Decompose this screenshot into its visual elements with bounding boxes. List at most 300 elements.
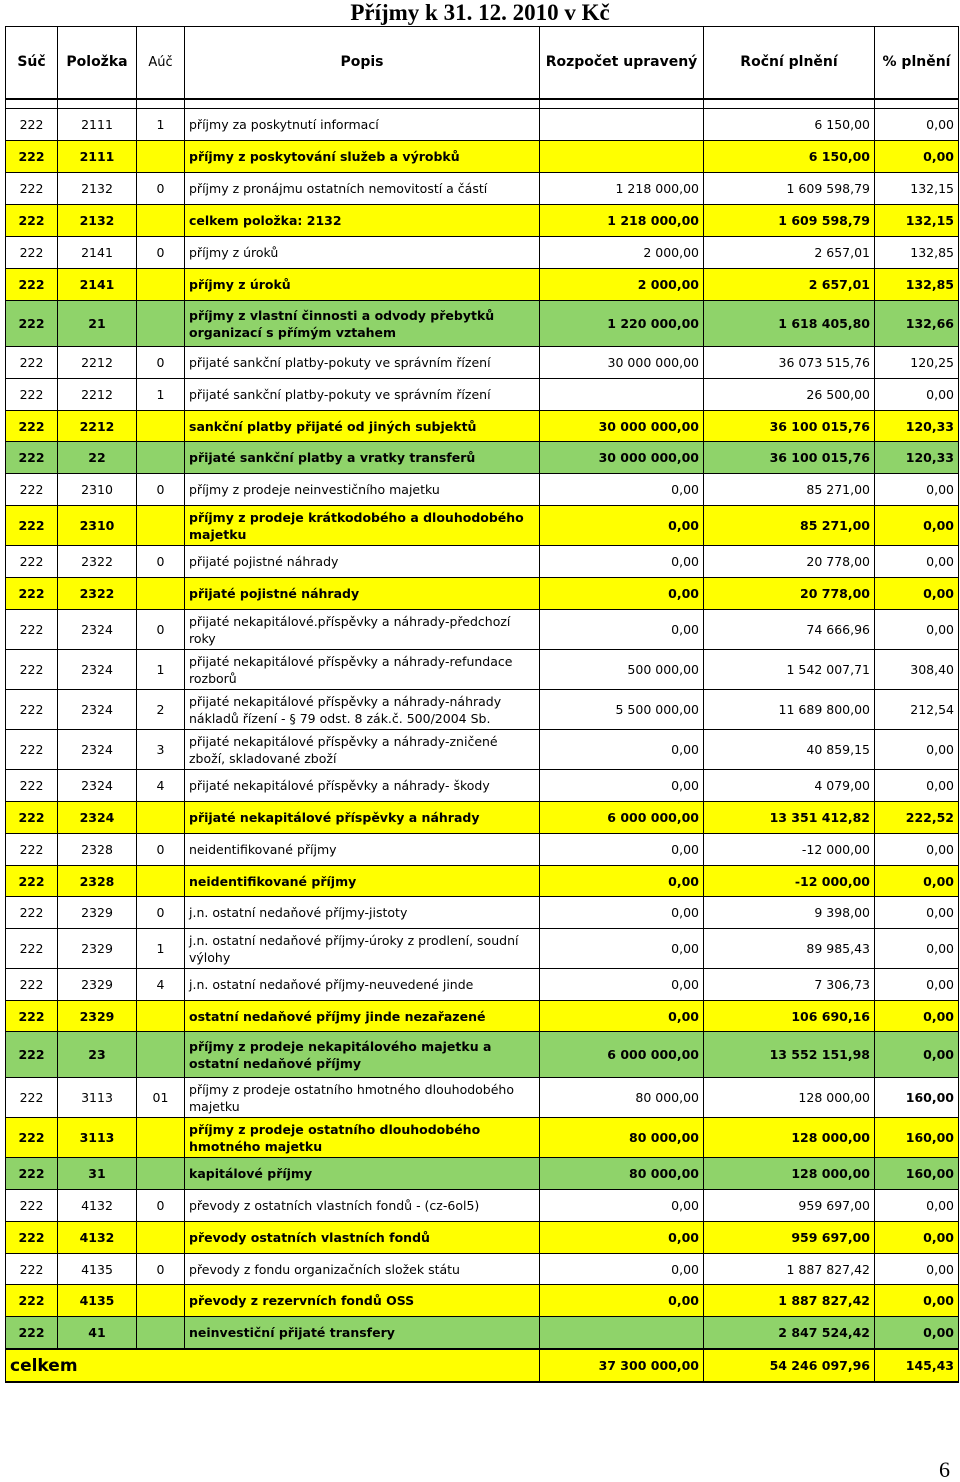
cell-polozka: 2310 bbox=[58, 474, 137, 506]
table-row bbox=[6, 897, 959, 929]
cell-auc bbox=[137, 205, 185, 237]
cell-rozpocet: 80 000,00 bbox=[540, 1118, 704, 1158]
cell-rozpocet: 0,00 bbox=[540, 1222, 704, 1254]
cell-plneni: 26 500,00 bbox=[704, 379, 875, 411]
cell-rozpocet bbox=[540, 1317, 704, 1350]
cell-rozpocet: 0,00 bbox=[540, 578, 704, 610]
cell-plneni: 9 398,00 bbox=[704, 897, 875, 929]
cell-suc: 222 bbox=[6, 141, 58, 173]
cell-popis: j.n. ostatní nedaňové příjmy-úroky z prodlení, soudní výlohy bbox=[185, 929, 540, 969]
cell-suc: 222 bbox=[6, 650, 58, 690]
cell-plneni: 1 887 827,42 bbox=[704, 1254, 875, 1285]
table-row bbox=[6, 1222, 959, 1254]
cell-auc: 4 bbox=[137, 969, 185, 1001]
cell-pct: 222,52 bbox=[875, 802, 959, 834]
cell-auc bbox=[137, 442, 185, 474]
cell-suc: 222 bbox=[6, 411, 58, 442]
cell-rozpocet bbox=[540, 109, 704, 141]
cell-auc: 01 bbox=[137, 1078, 185, 1118]
cell-polozka: 22 bbox=[58, 442, 137, 474]
cell-rozpocet: 1 218 000,00 bbox=[540, 173, 704, 205]
cell-polozka: 4135 bbox=[58, 1254, 137, 1285]
cell-polozka: 2329 bbox=[58, 1001, 137, 1032]
cell-rozpocet: 0,00 bbox=[540, 897, 704, 929]
cell-rozpocet: 2 000,00 bbox=[540, 237, 704, 269]
cell-pct: 0,00 bbox=[875, 546, 959, 578]
cell-popis: příjmy z pronájmu ostatních nemovitostí a částí bbox=[185, 173, 540, 205]
table-row bbox=[6, 442, 959, 474]
table-header bbox=[6, 27, 959, 100]
cell-pct: 120,33 bbox=[875, 411, 959, 442]
cell-suc: 222 bbox=[6, 1317, 58, 1350]
cell-rozpocet: 0,00 bbox=[540, 834, 704, 866]
table-row bbox=[6, 650, 959, 690]
cell-pct: 160,00 bbox=[875, 1118, 959, 1158]
table-row bbox=[6, 730, 959, 770]
cell-pct: 0,00 bbox=[875, 969, 959, 1001]
table-row bbox=[6, 969, 959, 1001]
cell-polozka: 2324 bbox=[58, 730, 137, 770]
cell-polozka: 2324 bbox=[58, 802, 137, 834]
table-row bbox=[6, 109, 959, 141]
cell-pct: 132,66 bbox=[875, 301, 959, 347]
cell-plneni: 1 542 007,71 bbox=[704, 650, 875, 690]
table-row bbox=[6, 1254, 959, 1285]
cell-auc bbox=[137, 1032, 185, 1078]
cell-plneni: 959 697,00 bbox=[704, 1222, 875, 1254]
table-row bbox=[6, 237, 959, 269]
cell-polozka: 31 bbox=[58, 1158, 137, 1190]
cell-plneni: 36 073 515,76 bbox=[704, 347, 875, 379]
cell-plneni: 85 271,00 bbox=[704, 474, 875, 506]
cell-polozka: 3113 bbox=[58, 1118, 137, 1158]
cell-auc bbox=[137, 1001, 185, 1032]
cell-auc bbox=[137, 506, 185, 546]
cell-rozpocet: 0,00 bbox=[540, 1001, 704, 1032]
cell-pct: 0,00 bbox=[875, 1285, 959, 1317]
page-number: 6 bbox=[939, 1457, 950, 1482]
cell-auc: 0 bbox=[137, 834, 185, 866]
cell-popis: příjmy z prodeje nekapitálového majetku a ostatní nedaňové příjmy bbox=[185, 1032, 540, 1078]
table-row bbox=[6, 411, 959, 442]
cell-auc bbox=[137, 141, 185, 173]
cell-polozka: 2132 bbox=[58, 205, 137, 237]
total-plneni: 54 246 097,96 bbox=[704, 1349, 875, 1382]
total-row bbox=[6, 1349, 959, 1382]
cell-rozpocet: 0,00 bbox=[540, 506, 704, 546]
table-row bbox=[6, 1190, 959, 1222]
cell-plneni: 20 778,00 bbox=[704, 546, 875, 578]
cell-auc bbox=[137, 1285, 185, 1317]
cell-popis: přijaté nekapitálové příspěvky a náhrady-refundace rozborů bbox=[185, 650, 540, 690]
cell-pct: 160,00 bbox=[875, 1078, 959, 1118]
cell-auc bbox=[137, 866, 185, 897]
table-row bbox=[6, 1317, 959, 1350]
cell-polozka: 2324 bbox=[58, 610, 137, 650]
cell-suc: 222 bbox=[6, 610, 58, 650]
cell-rozpocet: 30 000 000,00 bbox=[540, 347, 704, 379]
cell-auc bbox=[137, 1158, 185, 1190]
cell-polozka: 23 bbox=[58, 1032, 137, 1078]
table-row bbox=[6, 578, 959, 610]
table-row bbox=[6, 929, 959, 969]
table-row bbox=[6, 173, 959, 205]
cell-rozpocet: 5 500 000,00 bbox=[540, 690, 704, 730]
cell-polozka: 2328 bbox=[58, 866, 137, 897]
cell-pct: 132,85 bbox=[875, 237, 959, 269]
cell-auc: 0 bbox=[137, 1190, 185, 1222]
cell-popis: celkem položka: 2132 bbox=[185, 205, 540, 237]
cell-auc: 0 bbox=[137, 610, 185, 650]
cell-rozpocet: 0,00 bbox=[540, 866, 704, 897]
cell-rozpocet: 0,00 bbox=[540, 730, 704, 770]
cell-suc: 222 bbox=[6, 730, 58, 770]
cell-plneni: 6 150,00 bbox=[704, 141, 875, 173]
cell-pct: 0,00 bbox=[875, 1190, 959, 1222]
table-row bbox=[6, 834, 959, 866]
cell-rozpocet: 0,00 bbox=[540, 1190, 704, 1222]
cell-suc: 222 bbox=[6, 802, 58, 834]
cell-pct: 0,00 bbox=[875, 474, 959, 506]
cell-polozka: 2212 bbox=[58, 347, 137, 379]
cell-plneni: 4 079,00 bbox=[704, 770, 875, 802]
cell-popis: převody z ostatních vlastních fondů - (cz-6ol5) bbox=[185, 1190, 540, 1222]
cell-pct: 0,00 bbox=[875, 1254, 959, 1285]
cell-plneni: 1 618 405,80 bbox=[704, 301, 875, 347]
table-row bbox=[6, 802, 959, 834]
cell-plneni: -12 000,00 bbox=[704, 866, 875, 897]
cell-polozka: 41 bbox=[58, 1317, 137, 1350]
cell-suc: 222 bbox=[6, 897, 58, 929]
cell-popis: sankční platby přijaté od jiných subjektů bbox=[185, 411, 540, 442]
cell-pct: 0,00 bbox=[875, 929, 959, 969]
cell-auc bbox=[137, 578, 185, 610]
cell-popis: přijaté nekapitálové příspěvky a náhrady-náhrady nákladů řízení - § 79 odst. 8 zák.č. 500/2004 Sb. bbox=[185, 690, 540, 730]
table-row bbox=[6, 205, 959, 237]
cell-popis: příjmy z poskytování služeb a výrobků bbox=[185, 141, 540, 173]
table-row bbox=[6, 1158, 959, 1190]
cell-pct: 120,33 bbox=[875, 442, 959, 474]
cell-popis: j.n. ostatní nedaňové příjmy-jistoty bbox=[185, 897, 540, 929]
cell-plneni: 13 552 151,98 bbox=[704, 1032, 875, 1078]
cell-polozka: 2212 bbox=[58, 379, 137, 411]
cell-auc bbox=[137, 269, 185, 301]
cell-popis: přijaté sankční platby-pokuty ve správním řízení bbox=[185, 347, 540, 379]
cell-pct: 308,40 bbox=[875, 650, 959, 690]
cell-popis: neidentifikované příjmy bbox=[185, 834, 540, 866]
table-row bbox=[6, 506, 959, 546]
cell-suc: 222 bbox=[6, 506, 58, 546]
cell-polozka: 2322 bbox=[58, 578, 137, 610]
header-suc: Súč bbox=[6, 27, 58, 100]
header-popis: Popis bbox=[185, 27, 540, 100]
cell-suc: 222 bbox=[6, 379, 58, 411]
cell-suc: 222 bbox=[6, 1222, 58, 1254]
table-row bbox=[6, 1285, 959, 1317]
cell-auc: 1 bbox=[137, 650, 185, 690]
cell-popis: přijaté nekapitálové příspěvky a náhrady-zničené zboží, skladované zboží bbox=[185, 730, 540, 770]
total-label: celkem bbox=[6, 1349, 540, 1382]
cell-popis: převody z fondu organizačních složek státu bbox=[185, 1254, 540, 1285]
cell-pct: 0,00 bbox=[875, 141, 959, 173]
cell-popis: příjmy z prodeje ostatního dlouhodobého hmotného majetku bbox=[185, 1118, 540, 1158]
cell-auc: 0 bbox=[137, 1254, 185, 1285]
cell-suc: 222 bbox=[6, 301, 58, 347]
table-row bbox=[6, 866, 959, 897]
cell-popis: převody ostatních vlastních fondů bbox=[185, 1222, 540, 1254]
cell-polozka: 2324 bbox=[58, 690, 137, 730]
cell-auc: 1 bbox=[137, 379, 185, 411]
header-rozpocet: Rozpočet upravený bbox=[540, 27, 704, 100]
cell-popis: příjmy z vlastní činnosti a odvody přebytků organizací s přímým vztahem bbox=[185, 301, 540, 347]
cell-suc: 222 bbox=[6, 1158, 58, 1190]
cell-polozka: 2111 bbox=[58, 141, 137, 173]
cell-suc: 222 bbox=[6, 690, 58, 730]
cell-suc: 222 bbox=[6, 474, 58, 506]
cell-pct: 0,00 bbox=[875, 610, 959, 650]
cell-auc: 4 bbox=[137, 770, 185, 802]
cell-pct: 212,54 bbox=[875, 690, 959, 730]
cell-polozka: 2329 bbox=[58, 897, 137, 929]
cell-suc: 222 bbox=[6, 109, 58, 141]
cell-pct: 0,00 bbox=[875, 379, 959, 411]
cell-auc: 0 bbox=[137, 474, 185, 506]
cell-popis: příjmy z úroků bbox=[185, 269, 540, 301]
cell-plneni: 2 657,01 bbox=[704, 237, 875, 269]
cell-auc bbox=[137, 1222, 185, 1254]
cell-plneni: 40 859,15 bbox=[704, 730, 875, 770]
cell-plneni: 1 887 827,42 bbox=[704, 1285, 875, 1317]
table-row bbox=[6, 1118, 959, 1158]
cell-rozpocet: 0,00 bbox=[540, 770, 704, 802]
cell-suc: 222 bbox=[6, 173, 58, 205]
table-row bbox=[6, 269, 959, 301]
cell-suc: 222 bbox=[6, 578, 58, 610]
cell-polozka: 4132 bbox=[58, 1190, 137, 1222]
cell-popis: příjmy z prodeje krátkodobého a dlouhodobého majetku bbox=[185, 506, 540, 546]
cell-auc: 0 bbox=[137, 897, 185, 929]
cell-rozpocet: 2 000,00 bbox=[540, 269, 704, 301]
cell-auc bbox=[137, 802, 185, 834]
cell-suc: 222 bbox=[6, 866, 58, 897]
cell-polozka: 2141 bbox=[58, 269, 137, 301]
cell-polozka: 2329 bbox=[58, 969, 137, 1001]
cell-popis: j.n. ostatní nedaňové příjmy-neuvedené jinde bbox=[185, 969, 540, 1001]
cell-suc: 222 bbox=[6, 205, 58, 237]
cell-plneni: 6 150,00 bbox=[704, 109, 875, 141]
cell-popis: příjmy za poskytnutí informací bbox=[185, 109, 540, 141]
cell-pct: 132,85 bbox=[875, 269, 959, 301]
cell-plneni: 2 847 524,42 bbox=[704, 1317, 875, 1350]
cell-rozpocet: 0,00 bbox=[540, 1254, 704, 1285]
cell-rozpocet bbox=[540, 141, 704, 173]
cell-pct: 0,00 bbox=[875, 866, 959, 897]
cell-rozpocet: 500 000,00 bbox=[540, 650, 704, 690]
cell-polozka: 2132 bbox=[58, 173, 137, 205]
header-plneni: Roční plnění bbox=[704, 27, 875, 100]
cell-plneni: -12 000,00 bbox=[704, 834, 875, 866]
cell-auc: 0 bbox=[137, 347, 185, 379]
cell-popis: přijaté nekapitálové.příspěvky a náhrady-předchozí roky bbox=[185, 610, 540, 650]
cell-suc: 222 bbox=[6, 1032, 58, 1078]
cell-rozpocet: 0,00 bbox=[540, 929, 704, 969]
cell-rozpocet bbox=[540, 379, 704, 411]
income-table bbox=[5, 26, 959, 1383]
cell-pct: 0,00 bbox=[875, 1001, 959, 1032]
cell-plneni: 36 100 015,76 bbox=[704, 411, 875, 442]
cell-pct: 0,00 bbox=[875, 1317, 959, 1350]
cell-pct: 0,00 bbox=[875, 1222, 959, 1254]
cell-polozka: 2324 bbox=[58, 770, 137, 802]
cell-pct: 0,00 bbox=[875, 1032, 959, 1078]
header-polozka: Položka bbox=[58, 27, 137, 100]
table-row bbox=[6, 1032, 959, 1078]
cell-auc: 3 bbox=[137, 730, 185, 770]
header-pct: % plnění bbox=[875, 27, 959, 100]
cell-popis: příjmy z prodeje ostatního hmotného dlouhodobého majetku bbox=[185, 1078, 540, 1118]
cell-plneni: 128 000,00 bbox=[704, 1118, 875, 1158]
cell-rozpocet: 6 000 000,00 bbox=[540, 802, 704, 834]
cell-popis: přijaté pojistné náhrady bbox=[185, 578, 540, 610]
cell-polozka: 2141 bbox=[58, 237, 137, 269]
cell-plneni: 2 657,01 bbox=[704, 269, 875, 301]
cell-auc bbox=[137, 301, 185, 347]
table-row bbox=[6, 1001, 959, 1032]
header-auc: Aúč bbox=[137, 27, 185, 100]
cell-plneni: 959 697,00 bbox=[704, 1190, 875, 1222]
cell-pct: 132,15 bbox=[875, 173, 959, 205]
cell-suc: 222 bbox=[6, 1190, 58, 1222]
cell-popis: příjmy z úroků bbox=[185, 237, 540, 269]
cell-suc: 222 bbox=[6, 969, 58, 1001]
cell-plneni: 7 306,73 bbox=[704, 969, 875, 1001]
header-spacer bbox=[6, 99, 959, 109]
cell-pct: 0,00 bbox=[875, 578, 959, 610]
cell-pct: 120,25 bbox=[875, 347, 959, 379]
cell-popis: přijaté pojistné náhrady bbox=[185, 546, 540, 578]
cell-pct: 0,00 bbox=[875, 834, 959, 866]
cell-suc: 222 bbox=[6, 1001, 58, 1032]
cell-suc: 222 bbox=[6, 1285, 58, 1317]
cell-auc bbox=[137, 1118, 185, 1158]
cell-plneni: 128 000,00 bbox=[704, 1158, 875, 1190]
total-pct: 145,43 bbox=[875, 1349, 959, 1382]
table-row bbox=[6, 141, 959, 173]
cell-auc: 0 bbox=[137, 546, 185, 578]
table-row bbox=[6, 474, 959, 506]
cell-rozpocet: 1 220 000,00 bbox=[540, 301, 704, 347]
cell-rozpocet: 0,00 bbox=[540, 546, 704, 578]
cell-plneni: 11 689 800,00 bbox=[704, 690, 875, 730]
cell-suc: 222 bbox=[6, 546, 58, 578]
table-row bbox=[6, 690, 959, 730]
table-row bbox=[6, 301, 959, 347]
page-title: Příjmy k 31. 12. 2010 v Kč bbox=[350, 0, 610, 25]
cell-rozpocet: 0,00 bbox=[540, 610, 704, 650]
cell-plneni: 85 271,00 bbox=[704, 506, 875, 546]
cell-plneni: 1 609 598,79 bbox=[704, 205, 875, 237]
table-row bbox=[6, 347, 959, 379]
cell-popis: kapitálové příjmy bbox=[185, 1158, 540, 1190]
cell-suc: 222 bbox=[6, 770, 58, 802]
cell-suc: 222 bbox=[6, 237, 58, 269]
cell-suc: 222 bbox=[6, 834, 58, 866]
cell-suc: 222 bbox=[6, 929, 58, 969]
cell-polozka: 2328 bbox=[58, 834, 137, 866]
cell-auc bbox=[137, 1317, 185, 1350]
table-row bbox=[6, 770, 959, 802]
cell-popis: příjmy z prodeje neinvestičního majetku bbox=[185, 474, 540, 506]
cell-rozpocet: 30 000 000,00 bbox=[540, 411, 704, 442]
cell-rozpocet: 1 218 000,00 bbox=[540, 205, 704, 237]
cell-popis: ostatní nedaňové příjmy jinde nezařazené bbox=[185, 1001, 540, 1032]
cell-rozpocet: 80 000,00 bbox=[540, 1078, 704, 1118]
cell-auc bbox=[137, 411, 185, 442]
cell-rozpocet: 0,00 bbox=[540, 474, 704, 506]
cell-rozpocet: 80 000,00 bbox=[540, 1158, 704, 1190]
cell-polozka: 2324 bbox=[58, 650, 137, 690]
cell-polozka: 2111 bbox=[58, 109, 137, 141]
cell-popis: přijaté nekapitálové příspěvky a náhrady bbox=[185, 802, 540, 834]
cell-pct: 0,00 bbox=[875, 897, 959, 929]
cell-rozpocet: 0,00 bbox=[540, 1285, 704, 1317]
cell-pct: 0,00 bbox=[875, 730, 959, 770]
cell-polozka: 2329 bbox=[58, 929, 137, 969]
cell-polozka: 2310 bbox=[58, 506, 137, 546]
cell-pct: 160,00 bbox=[875, 1158, 959, 1190]
cell-suc: 222 bbox=[6, 442, 58, 474]
table-row bbox=[6, 1078, 959, 1118]
cell-polozka: 4135 bbox=[58, 1285, 137, 1317]
cell-pct: 132,15 bbox=[875, 205, 959, 237]
cell-plneni: 106 690,16 bbox=[704, 1001, 875, 1032]
cell-popis: neidentifikované příjmy bbox=[185, 866, 540, 897]
cell-plneni: 20 778,00 bbox=[704, 578, 875, 610]
cell-auc: 2 bbox=[137, 690, 185, 730]
cell-auc: 0 bbox=[137, 173, 185, 205]
cell-suc: 222 bbox=[6, 1118, 58, 1158]
cell-plneni: 13 351 412,82 bbox=[704, 802, 875, 834]
cell-polozka: 4132 bbox=[58, 1222, 137, 1254]
cell-plneni: 128 000,00 bbox=[704, 1078, 875, 1118]
cell-polozka: 2212 bbox=[58, 411, 137, 442]
cell-plneni: 89 985,43 bbox=[704, 929, 875, 969]
cell-popis: neinvestiční přijaté transfery bbox=[185, 1317, 540, 1350]
cell-pct: 0,00 bbox=[875, 109, 959, 141]
cell-pct: 0,00 bbox=[875, 506, 959, 546]
cell-suc: 222 bbox=[6, 1254, 58, 1285]
cell-plneni: 36 100 015,76 bbox=[704, 442, 875, 474]
cell-auc: 1 bbox=[137, 929, 185, 969]
cell-auc: 0 bbox=[137, 237, 185, 269]
table-row bbox=[6, 546, 959, 578]
table-row bbox=[6, 379, 959, 411]
table-row bbox=[6, 610, 959, 650]
cell-suc: 222 bbox=[6, 269, 58, 301]
cell-popis: přijaté sankční platby a vratky transferů bbox=[185, 442, 540, 474]
cell-auc: 1 bbox=[137, 109, 185, 141]
cell-suc: 222 bbox=[6, 1078, 58, 1118]
cell-popis: přijaté sankční platby-pokuty ve správním řízení bbox=[185, 379, 540, 411]
cell-polozka: 21 bbox=[58, 301, 137, 347]
cell-popis: přijaté nekapitálové příspěvky a náhrady- škody bbox=[185, 770, 540, 802]
cell-rozpocet: 30 000 000,00 bbox=[540, 442, 704, 474]
cell-polozka: 2322 bbox=[58, 546, 137, 578]
cell-rozpocet: 0,00 bbox=[540, 969, 704, 1001]
cell-suc: 222 bbox=[6, 347, 58, 379]
total-rozpocet: 37 300 000,00 bbox=[540, 1349, 704, 1382]
cell-pct: 0,00 bbox=[875, 770, 959, 802]
